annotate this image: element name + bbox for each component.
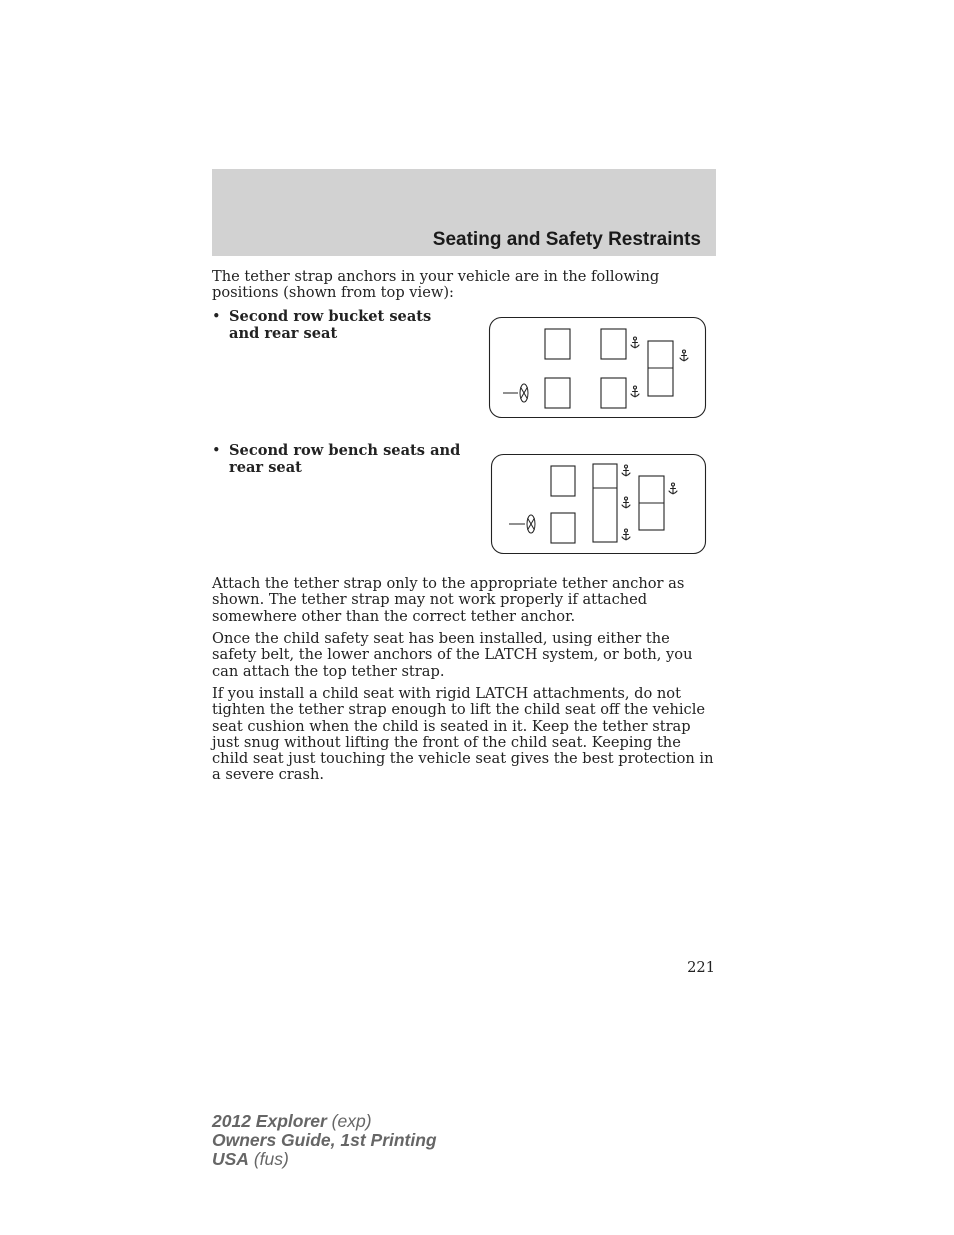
footer-model-code: (exp): [331, 1111, 372, 1131]
paragraph-install-seat: Once the child safety seat has been installed, using either the safety belt, the lower anchors of the LATCH system, or both, you can attach the top tether strap.: [212, 630, 693, 680]
bullet-label: Second row bench seats and rear seat: [229, 442, 461, 476]
bucket-seats-anchor-diagram: [488, 316, 708, 420]
bullet-bench-seats: [212, 442, 462, 476]
vehicle-outline: [492, 455, 706, 554]
bullet-label: Second row bucket seats and rear seat: [229, 308, 432, 342]
bullet-dot: •: [212, 308, 221, 325]
intro-paragraph: The tether strap anchors in your vehicle are in the following positions (shown from top view):: [212, 268, 660, 302]
front-seat-right: [545, 378, 570, 408]
tether-anchor-icon: [669, 483, 677, 494]
second-row-seat-right: [601, 378, 626, 408]
front-seat-left: [551, 466, 575, 496]
footer-edition-info: [212, 1112, 437, 1169]
footer-model: 2012 Explorer: [212, 1111, 327, 1131]
second-row-bench: [593, 464, 617, 542]
tether-anchor-icon: [622, 465, 630, 476]
paragraph-rigid-latch: If you install a child seat with rigid LATCH attachments, do not tighten the tether strap enough to lift the child seat off the vehicle seat cushion when the child is seated in it. Keep the tether strap just snug without lifting the front of the child seat. Keeping the child seat just touching the vehicle seat gives the best protection in a severe crash.: [212, 685, 714, 784]
bullet-bucket-seats: [212, 308, 462, 342]
tether-anchor-icon: [622, 497, 630, 508]
bench-seats-anchor-diagram: [490, 453, 708, 556]
bullet-dot: •: [212, 442, 221, 459]
footer-line-2: Owners Guide, 1st Printing: [212, 1130, 437, 1150]
steering-wheel-icon: [509, 515, 535, 533]
section-title: Seating and Safety Restraints: [432, 229, 701, 250]
footer-line-1: [212, 1112, 437, 1131]
footer-market: USA: [212, 1149, 249, 1169]
steering-wheel-icon: [503, 384, 528, 402]
front-seat-left: [545, 329, 570, 359]
paragraph-attach-tether: Attach the tether strap only to the appropriate tether anchor as shown. The tether strap may not work properly if attached somewhere other than the correct tether anchor.: [212, 575, 685, 625]
tether-anchor-icon: [680, 350, 688, 361]
second-row-seat-left: [601, 329, 626, 359]
section-header-band: [212, 169, 716, 256]
footer-line-3: [212, 1150, 437, 1169]
front-seat-right: [551, 513, 575, 543]
tether-anchor-icon: [631, 386, 639, 397]
tether-anchor-icon: [622, 529, 630, 540]
page-number: 221: [687, 959, 715, 976]
footer-market-code: (fus): [253, 1149, 289, 1169]
tether-anchor-icon: [631, 337, 639, 348]
